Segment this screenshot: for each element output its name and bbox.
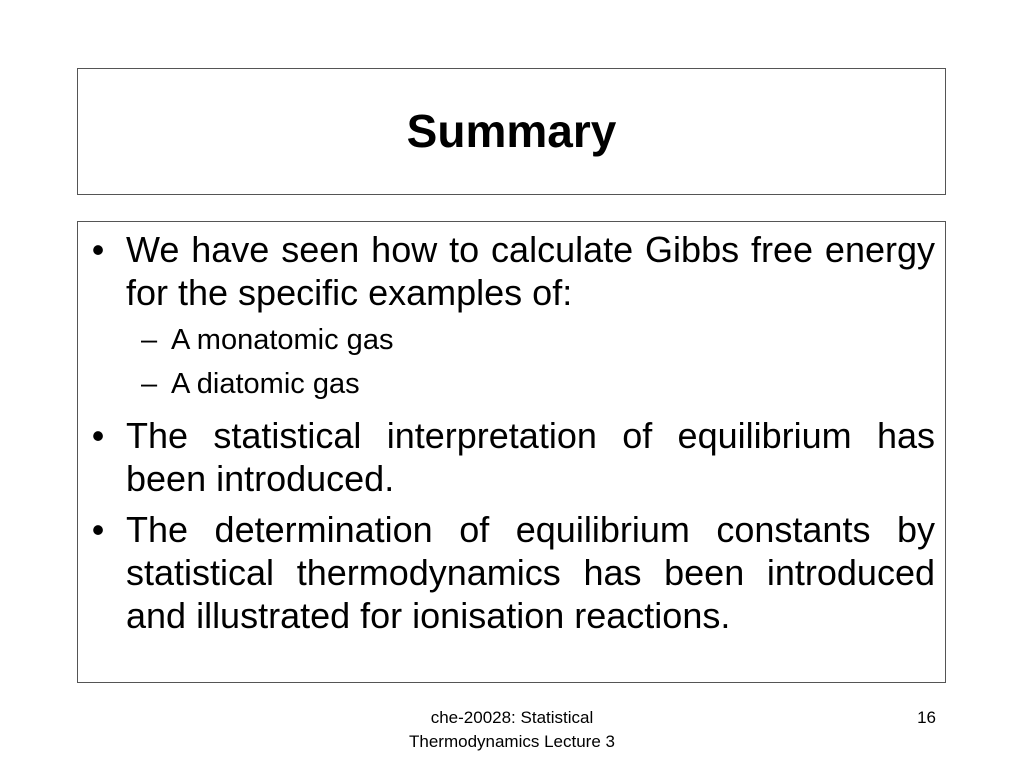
slide-title: Summary [406,104,617,157]
bullet-list [78,228,935,637]
sub-bullet-list [126,318,935,406]
footer-course-line2: Thermodynamics Lecture 3 [409,732,615,751]
sub-item-monatomic [126,318,935,362]
bullet-icon: • [91,415,105,456]
bullet-icon: • [91,509,105,550]
dash-icon: – [141,324,158,356]
sub-item-diatomic [126,362,935,406]
bullet-text: We have seen how to calculate Gibbs free energy for the specific examples of: [126,229,935,313]
footer-course-line1: che-20028: Statistical [430,708,594,727]
bullet-icon: • [91,229,105,270]
bullet-item-interpretation [78,414,935,500]
footer-course [362,706,662,754]
bullet-text: The statistical interpretation of equilibrium has been introduced. [126,415,935,499]
content-frame [77,221,946,683]
bullet-item-gibbs [78,228,935,406]
dash-icon: – [141,368,158,400]
page-number: 16 [917,708,936,727]
title-frame [77,68,946,195]
sub-item-text: A diatomic gas [171,368,360,400]
bullet-item-constants [78,508,935,637]
bullet-text: The determination of equilibrium constants by statistical thermodynamics has been introduced and illustrated for ionisation reactions. [126,509,935,636]
sub-item-text: A monatomic gas [171,324,394,356]
